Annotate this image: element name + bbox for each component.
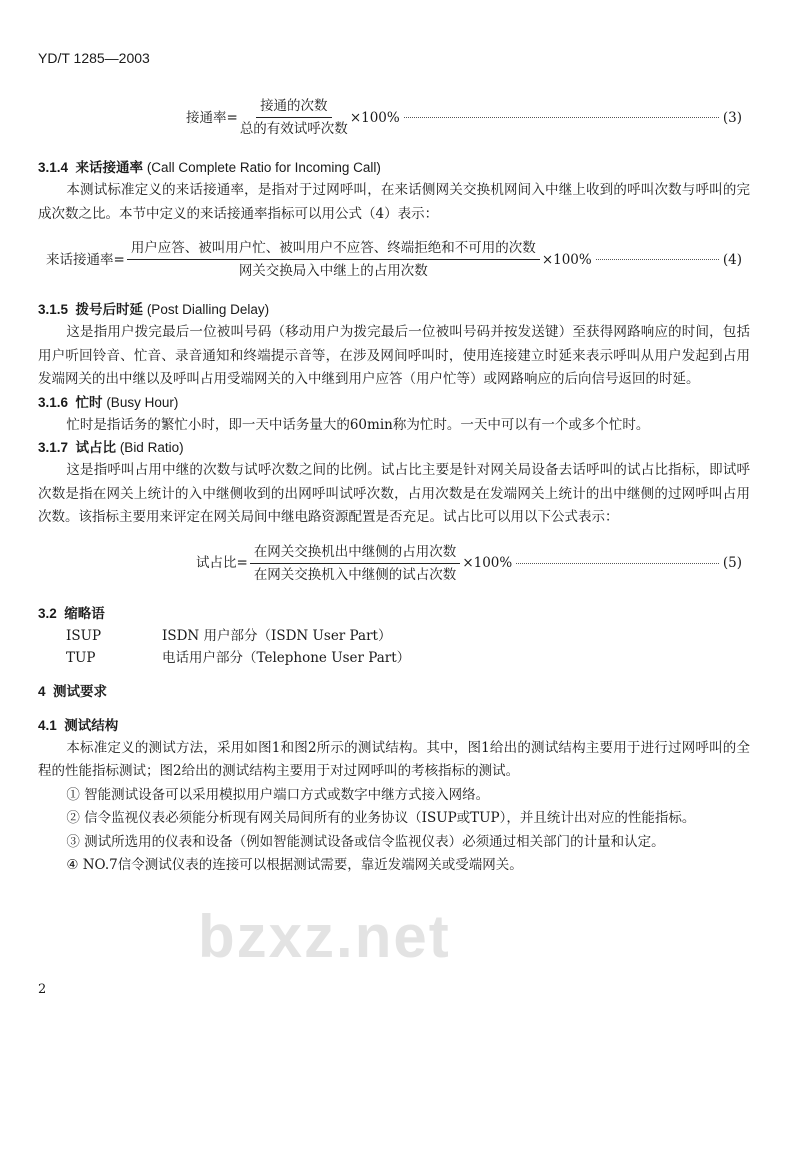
section-3-1-5-heading [38, 299, 750, 321]
abbreviation: ISUP [66, 627, 102, 644]
section-number: 3.1.6 [38, 394, 69, 410]
multiplier: ×100% [541, 251, 592, 268]
section-3-2-heading [38, 603, 750, 625]
numerator: 用户应答、被叫用户忙、被叫用户不应答、终端拒绝和不可用的次数 [127, 238, 540, 260]
watermark: bzxz.net [198, 902, 451, 970]
abbreviation-item [66, 625, 750, 647]
section-title: 试占比 [75, 440, 117, 455]
section-3-1-5-body: 这是指用户拨完最后一位被叫号码（移动用户为拨完最后一位被叫号码并按发送键）至获得网路响应的时间，包括用户听回铃音、忙音、录音通知和终端提示音等，在涉及网间呼叫时，使用连接建立时延来表示呼叫从用户发起到占用发端网关的出中继以及呼叫占用受端网关的入中继到用户应答（用户忙等）或网路响应的后向信号返回的时延。 [38, 324, 750, 387]
formula-number: (5) [722, 555, 742, 571]
section-3-1-6-body: 忙时是指话务的繁忙小时，即一天中话务量大的60min称为忙时。一天中可以有一个或多个忙时。 [66, 416, 650, 433]
definition: ISDN 用户部分（ISDN User Part） [162, 627, 392, 644]
list-item: ① 智能测试设备可以采用模拟用户端口方式或数字中继方式接入网络。 [66, 786, 490, 803]
section-3-1-4-heading [38, 157, 750, 179]
section-number: 3.1.7 [38, 440, 69, 455]
section-number: 4.1 [38, 717, 57, 733]
formula-label: 接通率= [186, 109, 238, 126]
formula-4 [46, 238, 742, 281]
section-title: 测试结构 [64, 717, 119, 733]
section-title-en: (Post Dialling Delay) [146, 302, 270, 317]
abbreviation-list [66, 625, 750, 669]
section-title: 缩略语 [64, 605, 105, 621]
formula-label: 来话接通率= [46, 251, 125, 268]
abbreviation-item [66, 647, 750, 669]
section-title-en: (Bid Ratio) [119, 440, 184, 455]
numerator: 接通的次数 [256, 96, 332, 118]
leader-dots [404, 117, 719, 118]
section-title-en: (Call Complete Ratio for Incoming Call) [146, 160, 381, 175]
formula-number: (4) [722, 251, 742, 268]
section-3-1-7-body: 这是指呼叫占用中继的次数与试呼次数之间的比例。试占比主要是针对网关局设备去话呼叫的试占比指标，即试呼次数是指在网关上统计的入中继侧收到的出网呼叫试呼次数，占用次数是在发端网关上统计的出中继侧的过网呼叫占用次数。该指标主要用来评定在网关局间中继电路资源配置是否充足。试占比可以用以下公式表示： [38, 462, 750, 525]
section-number: 4 [38, 683, 46, 699]
leader-dots [596, 259, 719, 260]
denominator: 在网关交换机入中继侧的试占次数 [253, 566, 457, 583]
formula-number: (3) [722, 109, 742, 126]
section-3-1-4-body: 本测试标准定义的来话接通率，是指对于过网呼叫，在来话侧网关交换机网间入中继上收到的呼叫次数与呼叫的完成次数之比。本节中定义的来话接通率指标可以用公式（4）表示： [38, 182, 750, 222]
list-item: ② 信令监视仪表必须能分析现有网关局间所有的业务协议（ISUP或TUP），并且统计出对应的性能指标。 [66, 810, 696, 826]
document-header: YD/T 1285—2003 [38, 50, 150, 66]
section-number: 3.1.5 [38, 302, 69, 317]
abbreviation: TUP [66, 649, 96, 666]
formula-5 [196, 542, 742, 585]
numerator: 在网关交换机出中继侧的占用次数 [250, 542, 461, 564]
section-4-1-body: 本标准定义的测试方法，采用如图1和图2所示的测试结构。其中，图1给出的测试结构主要用于进行过网呼叫的全程的性能指标测试；图2给出的测试结构主要用于对过网呼叫的考核指标的测试。 [38, 739, 750, 779]
multiplier: ×100% [462, 555, 513, 571]
section-number: 3.2 [38, 605, 57, 621]
section-number: 3.1.4 [38, 160, 69, 175]
section-4-1-heading [38, 715, 750, 737]
section-3-1-6-heading [38, 392, 750, 414]
multiplier: ×100% [349, 109, 400, 126]
section-title-en: (Busy Hour) [106, 394, 179, 410]
section-title: 忙时 [75, 394, 103, 410]
section-3-1-7-heading [38, 437, 750, 459]
page-number: 2 [38, 981, 47, 997]
section-4-1-content [38, 737, 750, 878]
formula-label: 试占比= [196, 555, 248, 571]
section-4-heading [38, 681, 750, 703]
denominator: 网关交换局入中继上的占用次数 [238, 263, 428, 279]
formula-3 [186, 96, 742, 139]
section-title: 拨号后时延 [75, 302, 144, 317]
section-title: 测试要求 [53, 683, 108, 699]
denominator: 总的有效试呼次数 [239, 121, 348, 137]
list-item: ④ NO.7信令测试仪表的连接可以根据测试需要，靠近发端网关或受端网关。 [66, 857, 523, 873]
definition: 电话用户部分（Telephone User Part） [162, 649, 411, 666]
section-title: 来话接通率 [75, 160, 144, 175]
leader-dots [516, 563, 719, 564]
list-item: ③ 测试所选用的仪表和设备（例如智能测试设备或信令监视仪表）必须通过相关部门的计量和认定。 [66, 833, 665, 850]
